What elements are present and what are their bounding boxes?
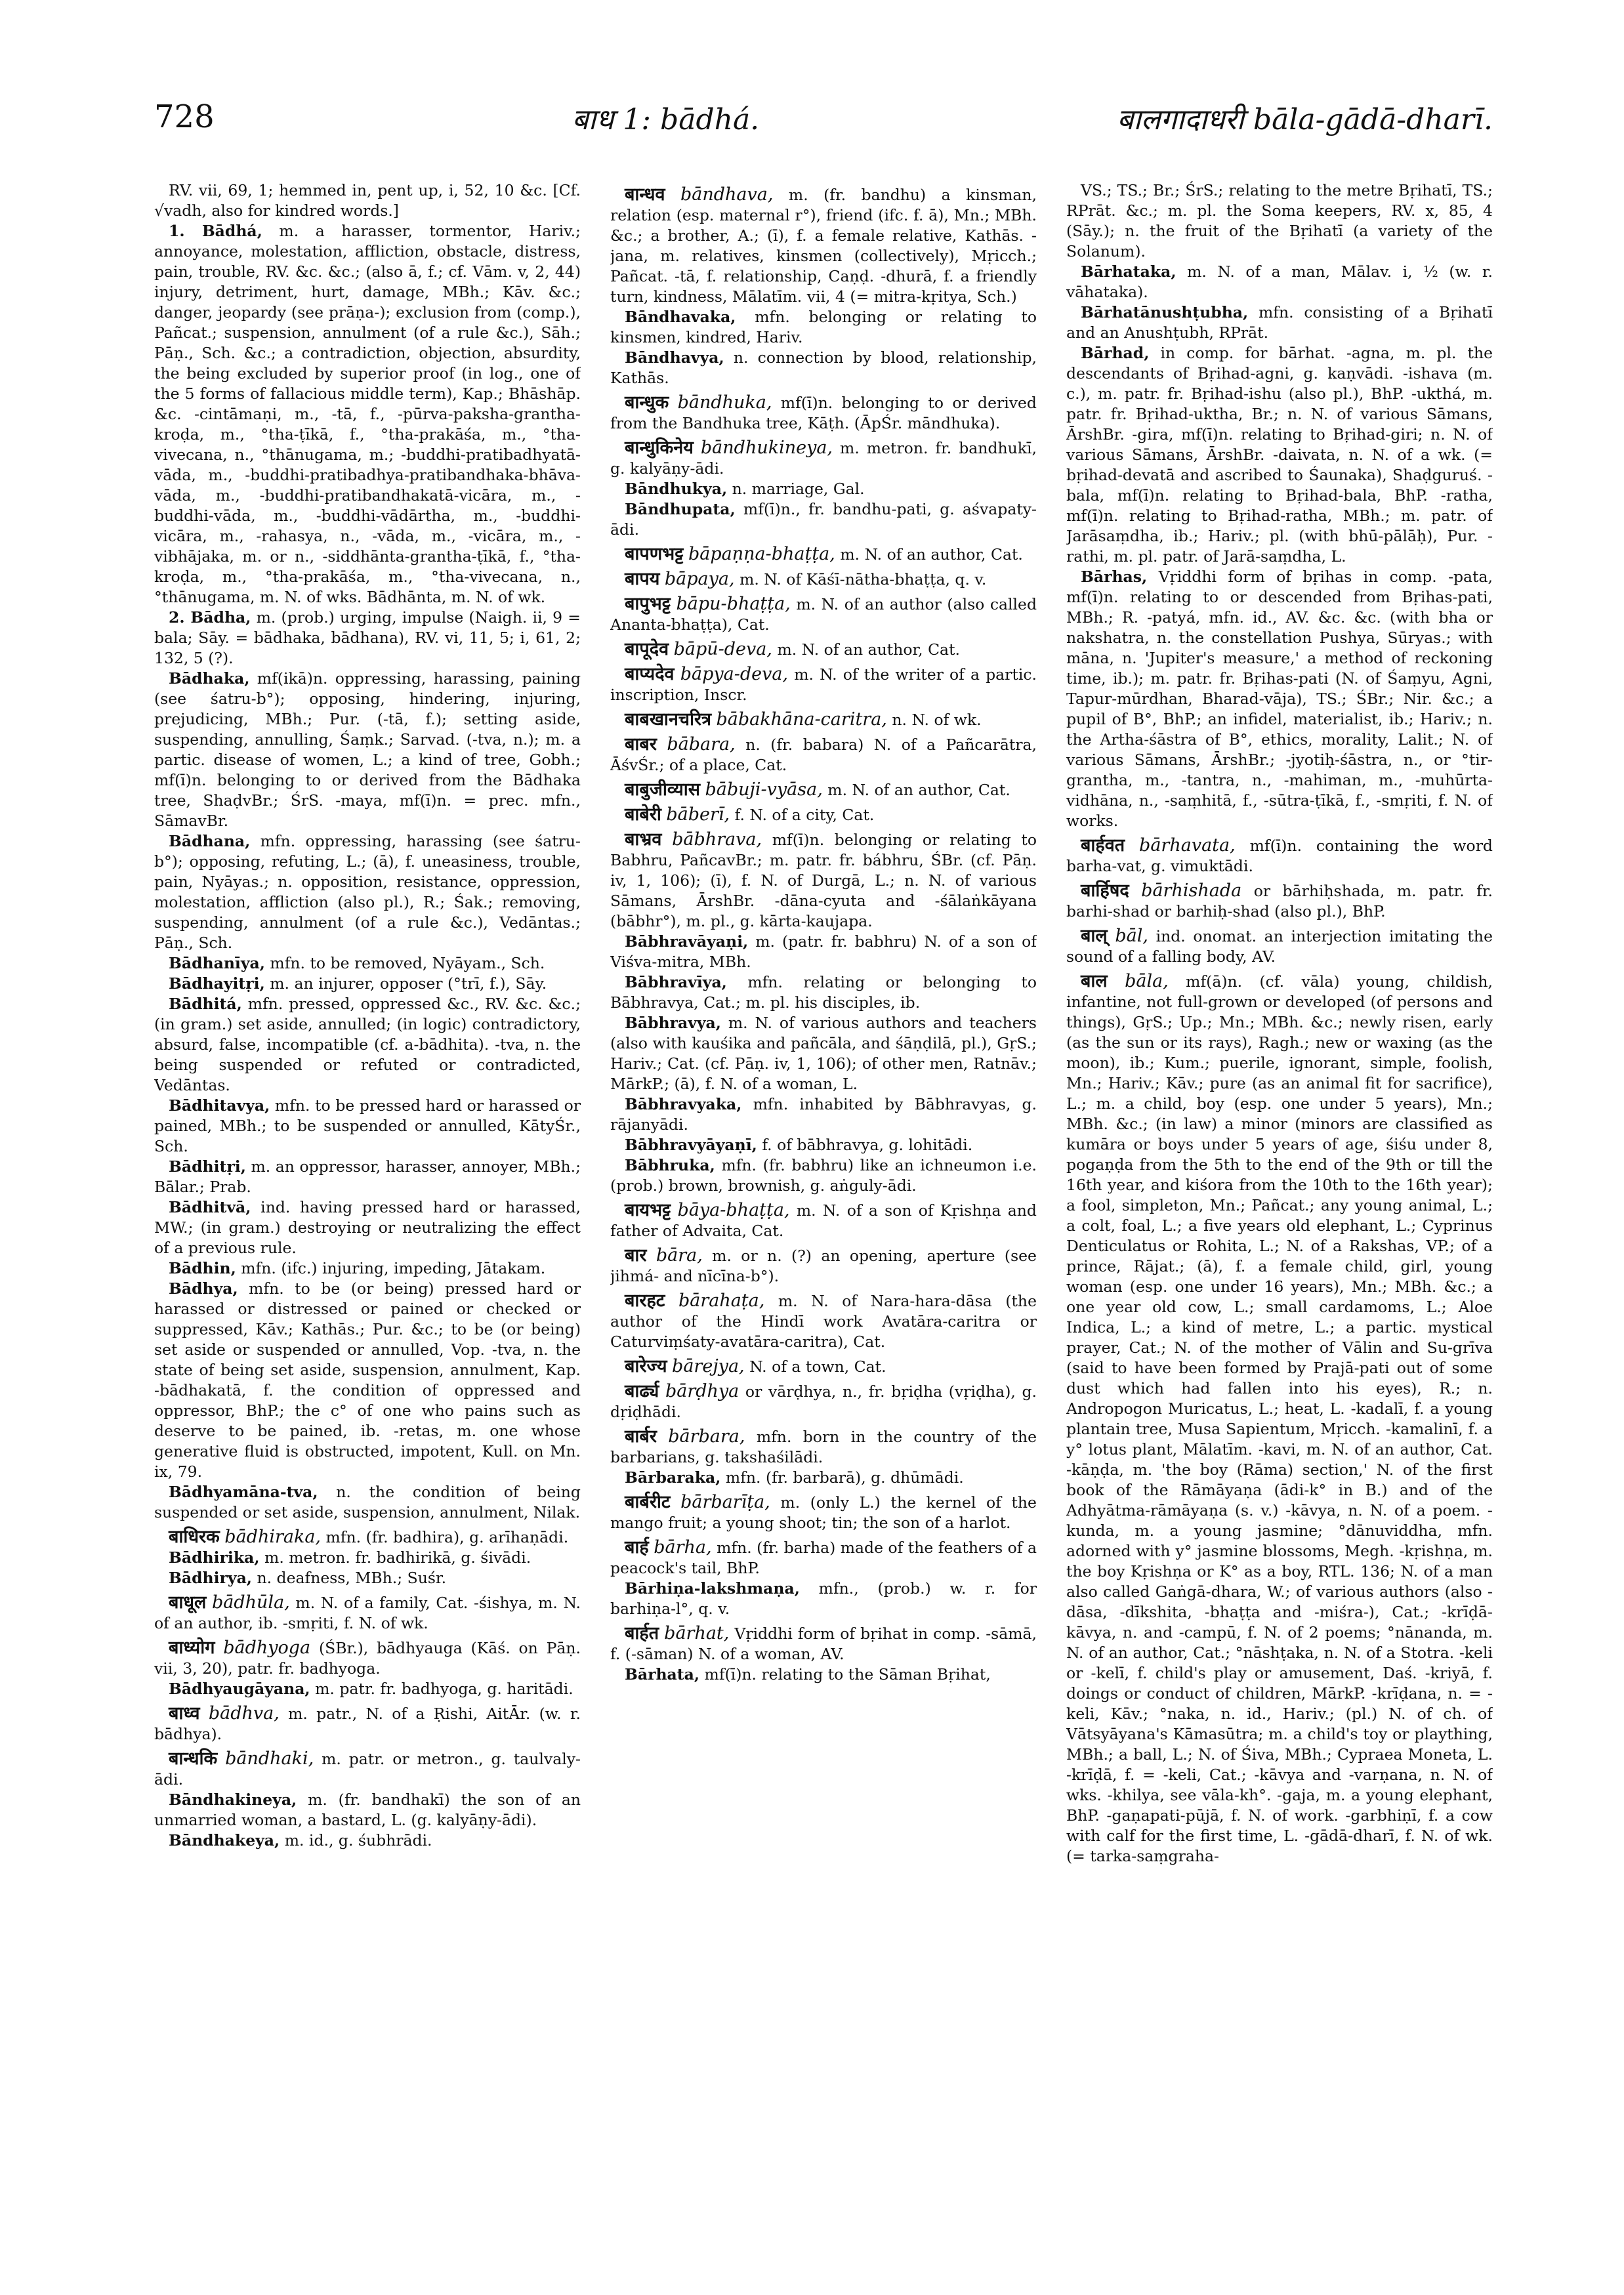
dictionary-entry — [610, 1623, 1037, 1664]
entry-definition: m. N. of an author, Cat. — [840, 545, 1023, 564]
headword-devanagari: बान्धव — [625, 184, 665, 205]
dictionary-entry — [610, 348, 1037, 388]
headword-devanagari: बारहट — [625, 1291, 665, 1311]
headword-transliteration: bāndhuka, — [677, 392, 772, 413]
headword-devanagari: बाल — [1081, 971, 1108, 991]
dictionary-entry — [1066, 926, 1493, 967]
dictionary-entry — [154, 221, 581, 608]
entry-definition: m. N. of a family, Cat. -śishya, m. N. of an author, ib. -smṛiti, f. N. of wk. — [154, 1594, 581, 1632]
headword-transliteration: bāl, — [1115, 926, 1148, 946]
headword: Bārbaraka, — [625, 1468, 721, 1487]
dictionary-entry — [154, 953, 581, 974]
entry-definition: mfn. to be (or being) pressed hard or harassed or distressed or pained or checked or suppressed, Kāv.; Kathās.; Pur. &c.; to be (or being) set aside or suspended or annulled, Vop. -tva, n. the state of being set aside, suspension, annulment, Kap. -bādhakatā, f. the condition of oppressed and oppressor, BhP.; the c° of one who pains such as deserve to be pained, ib. -retas, m. one whose generative fluid is obstructed, impotent, Kull. on Mn. ix, 79. — [154, 1279, 581, 1481]
dictionary-entry — [610, 479, 1037, 499]
headword-transliteration: bāpaya, — [664, 569, 735, 589]
entry-definition: mfn. born in the country of the barbarians, g. takshaśilādi. — [610, 1428, 1037, 1466]
headword-transliteration: bābuji-vyāsa, — [705, 779, 823, 800]
entry-definition: mf(ī)n., fr. bandhu-pati, g. aśvapaty-ādi. — [610, 500, 1037, 539]
headword-devanagari: बाभ्रव — [625, 829, 662, 850]
dictionary-entry — [154, 1258, 581, 1279]
entry-definition: n. deafness, MBh.; Suśr. — [257, 1569, 447, 1587]
entry-definition: m. (fr. bandhakī) the son of an unmarried woman, a bastard, L. (g. kalyāṇy-ādi). — [154, 1790, 581, 1829]
headword: Bābhravyāyaṇī, — [625, 1136, 757, 1154]
headword-devanagari: बार्हवत — [1081, 835, 1125, 856]
entry-definition: m. an injurer, opposer (°trī, f.), Sāy. — [270, 974, 547, 993]
entry-definition: mfn. pressed, oppressed &c., RV. &c. &c.; (in gram.) set aside, annulled; (in logic) contradictory, absurd, false, incompatible (cf. a-bādhita). -tva, n. the being suspended or refuted or contradicted, Vedāntas. — [154, 995, 581, 1094]
entry-definition: m. patr. fr. badhyoga, g. haritādi. — [315, 1680, 573, 1698]
dictionary-entry — [1066, 343, 1493, 567]
dictionary-entry — [154, 1790, 581, 1830]
dictionary-entry — [154, 1527, 581, 1548]
headword: Bābhruka, — [625, 1156, 715, 1174]
dictionary-entry — [1066, 835, 1493, 877]
entry-definition: m. patr. or metron., g. taulvaly-ādi. — [154, 1750, 581, 1788]
dictionary-entry — [610, 1468, 1037, 1488]
entry-definition: m. N. of Kāśī-nātha-bhaṭṭa, q. v. — [739, 570, 987, 589]
headword-transliteration: bādhva, — [208, 1703, 280, 1724]
entry-definition: or bārhiḥshada, m. patr. fr. barhi-shad or barhiḥ-shad (also pl.), BhP. — [1066, 882, 1493, 920]
headword-devanagari: बापूदेव — [625, 639, 669, 659]
headword-devanagari: बाबखानचरित्र — [625, 709, 711, 730]
dictionary-entry — [610, 639, 1037, 660]
dictionary-entry — [154, 1592, 581, 1634]
entry-definition: mfn. consisting of a Bṛihatī and an Anushṭubh, RPrāt. — [1066, 303, 1493, 342]
page-number: 728 — [154, 98, 215, 135]
dictionary-entry — [610, 544, 1037, 565]
dictionary-entry — [1066, 262, 1493, 302]
headword: Bāndhavya, — [625, 348, 724, 367]
entry-definition: mfn. (fr. babhru) like an ichneumon i.e. (prob.) brown, brownish, g. aṅguly-ādi. — [610, 1156, 1037, 1195]
headword: Bādhyamāna-tva, — [169, 1483, 318, 1501]
entry-definition: m. N. of the writer of a partic. inscription, Inscr. — [610, 665, 1037, 704]
dictionary-entry — [154, 180, 581, 221]
header-left-guideword: बाध 1: bādhá. — [572, 103, 760, 136]
entry-definition: mf(ī)n. belonging to or derived from the Bandhuka tree, Kāṭh. (ĀpŚr. māndhuka). — [610, 394, 1037, 432]
dictionary-entry — [610, 307, 1037, 348]
headword: Bāndhupata, — [625, 500, 736, 518]
dictionary-entry — [154, 1830, 581, 1851]
headword: Bādhin, — [169, 1259, 236, 1277]
headword-transliteration: bāndhukineya, — [700, 438, 833, 458]
entry-definition: mfn. belonging or relating to kinsmen, kindred, Hariv. — [610, 308, 1037, 346]
headword-devanagari: बाध्योग — [169, 1638, 215, 1658]
dictionary-entry — [154, 1638, 581, 1679]
dictionary-entry — [610, 1664, 1037, 1685]
entry-definition: mfn. (ifc.) injuring, impeding, Jātakam. — [241, 1259, 546, 1277]
headword-devanagari: बार्हिषद — [1081, 880, 1129, 901]
entry-definition: m. N. of a son of Kṛishṇa and father of Advaita, Cat. — [610, 1201, 1037, 1240]
headword: 2. Bādha, — [169, 608, 251, 627]
headword-devanagari: बारेज्य — [625, 1356, 667, 1376]
headword-devanagari: बान्धुक — [625, 392, 669, 413]
headword-transliteration: bābakhāna-caritra, — [716, 709, 887, 730]
dictionary-entry — [610, 1135, 1037, 1155]
entry-definition: m. id., g. śubhrādi. — [284, 1831, 432, 1850]
headword-transliteration: bāberī, — [666, 804, 730, 825]
headword: Bādhaka, — [169, 669, 250, 688]
entry-definition: mf(ā)n. (cf. vāla) young, childish, infantine, not full-grown or developed (of persons and things), GṛS.; Up.; Mn.; MBh. &c.; newly risen, early (as the sun or its rays), Ragh.; new or waxing (as the moon), ib.; Kum.; puerile, ignorant, simple, foolish, Mn.; Hariv.; Kāv.; pure (as an animal fit for sacrifice), L.; m. a child, boy (esp. one under 5 years), Mn.; MBh. &c.; (in law) a minor (minors are classified as kumāra or boys under 5 years of age, śiśu under 8, pogaṇḍa from the 5th to the end of the 9th or till the 16th year, and kiśora from the 10th to the 16th year); a fool, simpleton, Mn.; Pañcat.; any young animal, L.; a colt, foal, L.; a five years old elephant, L.; Cyprinus Denticulatus or Rohita, L.; N. of a Rakshas, VP.; of a prince, Rājat.; (ā), f. a female child, girl, young woman (esp. one under 16 years), Mn.; MBh. &c.; a one year old cow, L.; small cardamoms, L.; Aloe Indica, L.; a kind of metre, L.; a partic. mystical prayer, Cat.; N. of the mother of Vālin and Su-grīva (said to have been formed by Prajā-pati out of some dust which had fallen into his eyes), R.; n. Andropogon Muricatus, L.; heat, L. -kadalī, f. a young plantain tree, Musa Sapientum, Mṛicch. -kamalinī, f. a y° lotus plant, Mālatīm. -kavi, m. N. of an author, Cat. -kāṇḍa, m. 'the boy (Rāma) section,' N. of the first book of the Rāmāyaṇa (ādi-k° in B.) and of the Adhyātma-rāmāyaṇa (s. v.) -kāvya, n. N. of a poem. -kunda, m. a young jasmine; °dānuviddha, mfn. adorned with y° jasmine blossoms, Megh. -kṛishṇa, m. the boy Kṛishṇa or K° as a boy, RTL. 136; N. of a man also called Gaṅgā-dhara, W.; of various authors (also -dāsa, -dīkshita, -bhaṭṭa and -miśra-), Cat.; -krīḍā-kāvya, n. and -campū, f. N. of 2 poems; °nānanda, m. N. of an author, Cat.; °nāshṭaka, n. N. of a Stotra. -keli or -kelī, f. child's play or amusement, Daś. -kriyā, f. doings or conduct of children, MārkP. -krīḍana, n. = -keli, Kāv.; °naka, n. id., Hariv.; (pl.) N. of ch. of Vātsyāyana's Kāmasūtra; m. a child's toy or plaything, MBh.; a ball, L.; N. of Śiva, MBh.; Cypraea Moneta, L. -krīḍā, f. = -keli, Cat.; -kāvya and -varṇana, n. N. of wks. -khilya, see vāla-kh°. -gaja, m. a young elephant, BhP. -gaṇapati-pūjā, f. N. of work. -garbhiṇī, f. a cow with calf for the first time, L. -gādā-dharī, f. N. of wk. (= tarka-saṃgraha- — [1066, 972, 1493, 1865]
headword-devanagari: बार्ढ्य — [625, 1381, 659, 1401]
dictionary-entry — [610, 804, 1037, 825]
headword: Bādhitá, — [169, 995, 242, 1013]
dictionary-entry — [610, 1492, 1037, 1533]
headword-transliteration: bārahaṭa, — [678, 1291, 765, 1311]
dictionary-entry — [610, 709, 1037, 730]
dictionary-entry — [610, 594, 1037, 635]
dictionary-entry — [610, 499, 1037, 540]
dictionary-entry — [610, 932, 1037, 972]
dictionary-entry — [610, 1245, 1037, 1287]
dictionary-entry — [610, 829, 1037, 932]
headword-devanagari: बार्ह — [625, 1537, 649, 1558]
headword-transliteration: bādhyoga — [223, 1638, 311, 1658]
entry-definition: VS.; TS.; Br.; ŚrS.; relating to the metre Bṛihatī, TS.; RPrāt. &c.; m. pl. the Soma keepers, RV. x, 85, 4 (Sāy.); n. the fruit of the Bṛihatī (a variety of the Solanum). — [1066, 181, 1493, 260]
dictionary-entry — [1066, 180, 1493, 262]
headword-transliteration: bābhrava, — [672, 829, 762, 850]
entry-definition: mfn. inhabited by Bābhravyas, g. rājanyādi. — [610, 1095, 1037, 1134]
entry-definition: mfn. to be removed, Nyāyam., Sch. — [270, 954, 545, 972]
dictionary-entry — [610, 664, 1037, 705]
entry-definition: mfn. oppressing, harassing (see śatru-b°); opposing, refuting, L.; (ā), f. uneasiness, trouble, pain, Nyāyas.; n. opposition, resistance, oppression, molestation, affliction (also pl.), R.; Śak.; removing, suspending, annulment (of a rule &c.), Vedāntas.; Pāṇ., Sch. — [154, 832, 581, 952]
entry-definition: mf(ikā)n. oppressing, harassing, paining (see śatru-b°); opposing, hindering, injuring, prejudicing, MBh.; Pur. (-tā, f.); setting aside, suspending, annulling, Śaṃk.; Sarvad. (-tva, n.); m. a partic. disease of women, L.; a kind of tree, Gobh.; mf(ī)n. belonging to or derived from the Bādhaka tree, ShaḍvBr.; ŚrS. -maya, mf(ī)n. = prec. mfn., SāmavBr. — [154, 669, 581, 830]
dictionary-entry — [154, 1157, 581, 1197]
page-header — [154, 98, 1493, 164]
headword: Bārhataka, — [1081, 262, 1176, 281]
entry-definition: n. connection by blood, relationship, Kathās. — [610, 348, 1037, 387]
headword-transliteration: bārbara, — [668, 1426, 745, 1447]
entry-definition: f. N. of a city, Cat. — [734, 806, 875, 824]
dictionary-entry — [610, 1013, 1037, 1094]
headword-devanagari: बाधूल — [169, 1592, 207, 1613]
headword: Bāndhukya, — [625, 480, 728, 498]
headword-transliteration: bārhishada — [1141, 880, 1242, 901]
headword-devanagari: बापुभट्ट — [625, 594, 671, 614]
dictionary-entry — [154, 831, 581, 953]
headword-transliteration: bāya-bhaṭṭa, — [677, 1200, 790, 1220]
dictionary-entry — [610, 184, 1037, 307]
dictionary-entry — [1066, 302, 1493, 343]
headword-transliteration: bārejya, — [672, 1356, 745, 1376]
dictionary-entry — [154, 1703, 581, 1745]
dictionary-entry — [610, 779, 1037, 800]
entry-definition: m. a harasser, tormentor, Hariv.; annoyance, molestation, affliction, obstacle, distress, pain, trouble, RV. &c. &c.; (also ā, f.; cf. Vām. v, 2, 44) injury, detriment, hurt, damage, MBh.; Kāv. &c.; danger, jeopardy (see prāṇa-); exclusion from (comp.), Pañcat.; suspension, annulment (of a rule &c.), Sāh.; Pāṇ., Sch. &c.; a contradiction, objection, absurdity, the being excluded by superior proof (in log., one of the 5 forms of fallacious middle term), Kap.; Bhāshāp. &c. -cintāmaṇi, m., -tā, f., -pūrva-paksha-grantha-kroḍa, m., °tha-ṭīkā, f., °tha-prakāśa, m., °tha-vivecana, n., °thānugama, m.; -buddhi-pratibadhyatā-vāda, m., -buddhi-pratibadhya-pratibandhaka-bhāva-vāda, m., -buddhi-pratibandhakatā-vicāra, m., -buddhi-vāda, m., -buddhi-vādārtha, m., -buddhi-vicāra, m., -rahasya, n., -vāda, m., -vicāra, m., -vibhājaka, m. or n., -siddhānta-grantha-ṭīkā, f., °tha-kroḍa, m., °tha-prakāśa, m., °tha-vivecana, n., °thānugama, m. N. of wks. Bādhānta, m. N. of wk. — [154, 222, 581, 606]
headword-devanagari: बाबर — [625, 734, 657, 755]
headword: Bādhyaugāyana, — [169, 1680, 310, 1698]
entry-definition: m. N. of an author (also called Ananta-bhaṭṭa), Cat. — [610, 595, 1037, 634]
dictionary-entry — [610, 734, 1037, 775]
dictionary-entry — [154, 1279, 581, 1482]
headword: Bārhatānushṭubha, — [1081, 303, 1249, 321]
headword-transliteration: bāra, — [656, 1245, 703, 1266]
dictionary-entry — [154, 608, 581, 669]
headword-devanagari: बार्हत — [625, 1623, 659, 1644]
headword-devanagari: बार्बरीट — [625, 1492, 671, 1512]
text-columns — [154, 180, 1493, 2221]
headword-transliteration: bādhiraka, — [224, 1527, 322, 1547]
entry-definition: (ŚBr.), bādhyauga (Kāś. on Pāṇ. vii, 3, 20), patr. fr. badhyoga. — [154, 1639, 581, 1678]
headword: Bāndhakeya, — [169, 1831, 280, 1850]
header-right-guideword: बालगादाधरी bāla-gādā-dharī. — [1117, 103, 1493, 136]
headword-devanagari: बाल् — [1081, 926, 1108, 946]
headword: Bārhiṇa-lakshmaṇa, — [625, 1579, 800, 1598]
entry-definition: mf(ī)n. containing the word barha-vat, g. vimuktādi. — [1066, 837, 1493, 875]
headword: Bāndhavaka, — [625, 308, 736, 326]
headword: Bādhya, — [169, 1279, 238, 1298]
dictionary-entry — [610, 1579, 1037, 1619]
headword: Bābhravāyaṇi, — [625, 932, 749, 951]
headword-transliteration: bāpu-bhaṭṭa, — [676, 594, 791, 614]
headword: Bārhad, — [1081, 344, 1150, 362]
dictionary-entry — [154, 1197, 581, 1258]
headword: Bāndhakineya, — [169, 1790, 297, 1809]
entry-definition: m. patr., N. of a Ṛishi, AitĀr. (w. r. bādhya). — [154, 1705, 581, 1743]
entry-definition: m. N. of an author, Cat. — [777, 640, 960, 659]
entry-definition: m. or n. (?) an opening, aperture (see jihmá- and nīcīna-b°). — [610, 1247, 1037, 1285]
headword: Bābhravyaka, — [625, 1095, 742, 1113]
entry-definition: m. N. of a man, Mālav. i, ½ (w. r. vāhataka). — [1066, 262, 1493, 301]
entry-definition: mf(ī)n. belonging or relating to Babhru, PañcavBr.; m. patr. fr. bábhru, ŚBr. (cf. Pāṇ. iv, 1, 106); (ī), f. N. of Durgā, L.; n. N. of various Sāmans, ĀrshBr. -dāna-cyuta and -śālaṅkāyana (bābhr°), m. pl., g. kārta-kaujapa. — [610, 831, 1037, 930]
entry-definition: Vṛiddhi form of bṛihas in comp. -pata, mf(ī)n. relating to or descended from Bṛihas-pati, MBh.; R. -patyá, mfn. id., AV. &c. &c. (with bha or nakshatra, n. the constellation Pushya, Sūryas.; with māna, n. 'Jupiter's measure,' a method of reckoning time, ib.); m. patr. fr. Bṛihas-pati (N. of Śaṃyu, Agni, Tapur-mūrdhan, Bharad-vāja), TS.; ŚBr.; Nir. &c.; a pupil of B°, BhP.; an infidel, materialist, ib.; Hariv.; n. the Artha-śāstra of B°, ethics, morality, Lalit.; N. of various Sāmans, ĀrshBr.; -jyotiḥ-śāstra, n., or °tir-grantha, m., -tantra, n., -mahiman, m., -muhūrta-vidhāna, n., -saṃhitā, f., -sūtra-ṭīkā, f., -smṛiti, f. N. of works. — [1066, 568, 1493, 830]
column-2 — [610, 180, 1037, 2221]
entry-definition: N. of a town, Cat. — [749, 1357, 886, 1376]
headword: Bābhravya, — [625, 1014, 721, 1032]
dictionary-entry — [610, 1426, 1037, 1468]
headword-devanagari: बार्बर — [625, 1426, 657, 1447]
entry-definition: mfn. (fr. badhira), g. arīhaṇādi. — [325, 1528, 569, 1546]
headword-transliteration: bārha, — [654, 1537, 712, 1558]
headword-transliteration: bāpaṇṇa-bhaṭṭa, — [688, 544, 835, 564]
dictionary-entry — [154, 974, 581, 994]
headword-devanagari: बान्धकि — [169, 1748, 218, 1769]
dictionary-page — [154, 98, 1493, 2231]
headword: Bādhirya, — [169, 1569, 252, 1587]
column-1 — [154, 180, 581, 2221]
headword: Bādhanīya, — [169, 954, 265, 972]
dictionary-entry — [154, 1568, 581, 1588]
entry-definition: n. marriage, Gal. — [732, 480, 865, 498]
entry-definition: or vārḍhya, n., fr. bṛiḍha (vṛiḍha), g. dṛiḍhādi. — [610, 1382, 1037, 1421]
headword-devanagari: बार — [625, 1245, 647, 1266]
dictionary-entry — [610, 438, 1037, 479]
entry-definition: mfn. to be pressed hard or harassed or pained, MBh.; to be suspended or annulled, KātyŚr., Sch. — [154, 1096, 581, 1155]
headword: Bādhitvā, — [169, 1198, 251, 1216]
dictionary-entry — [610, 1291, 1037, 1352]
dictionary-entry — [610, 1381, 1037, 1422]
headword: Bādhitavya, — [169, 1096, 270, 1115]
entry-definition: m. N. of various authors and teachers (also with kauśika and pañcāla, and śāṇḍilā, pl.), GṛS.; Hariv.; Cat. (cf. Pāṇ. iv, 1, 106); of other men, Ratnāv.; MārkP.; (ā), f. N. of a woman, L. — [610, 1014, 1037, 1093]
headword-transliteration: bāla, — [1125, 971, 1169, 991]
headword: Bārhas, — [1081, 568, 1148, 586]
headword: Bādhitṛi, — [169, 1157, 246, 1176]
entry-definition: n. N. of wk. — [892, 711, 982, 729]
entry-definition: m. (only L.) the kernel of the mango fruit; a young shoot; tin; the son of a harlot. — [610, 1493, 1037, 1532]
dictionary-entry — [610, 1200, 1037, 1241]
entry-definition: ind. onomat. an interjection imitating the sound of a falling body, AV. — [1066, 927, 1493, 966]
entry-definition: mfn., (prob.) w. r. for barhiṇa-l°, q. v. — [610, 1579, 1037, 1618]
entry-definition: m. (patr. fr. babhru) N. of a son of Viśva-mitra, MBh. — [610, 932, 1037, 971]
entry-definition: m. metron. fr. badhirikā, g. śivādi. — [264, 1548, 531, 1567]
headword-devanagari: बाबुजीव्यास — [625, 779, 700, 800]
headword-transliteration: bārḍhya — [665, 1381, 739, 1401]
headword-devanagari: बान्धुकिनेय — [625, 438, 694, 458]
dictionary-entry — [154, 1096, 581, 1157]
entry-definition: RV. vii, 69, 1; hemmed in, pent up, i, 52, 10 &c. [Cf. √vadh, also for kindred words.] — [154, 181, 581, 220]
headword: Bārhata, — [625, 1665, 700, 1684]
dictionary-entry — [610, 392, 1037, 434]
headword-devanagari: बाबेरी — [625, 804, 661, 825]
entry-definition: m. N. of Nara-hara-dāsa (the author of the Hindī work Avatāra-caritra or Caturviṃśaty-avatāra-caritra), Cat. — [610, 1292, 1037, 1351]
headword-devanagari: बापय — [625, 569, 660, 589]
entry-definition: mf(ī)n. relating to the Sāman Bṛihat, — [704, 1665, 991, 1684]
column-3 — [1066, 180, 1493, 2221]
entry-definition: ind. having pressed hard or harassed, MW.; (in gram.) destroying or neutralizing the effect of a previous rule. — [154, 1198, 581, 1257]
dictionary-entry — [610, 569, 1037, 590]
headword-transliteration: bārbarīṭa, — [680, 1492, 770, 1512]
headword: Bādhayitṛi, — [169, 974, 265, 993]
headword-transliteration: bādhūla, — [211, 1592, 290, 1613]
dictionary-entry — [154, 669, 581, 831]
dictionary-entry — [610, 1155, 1037, 1196]
headword-transliteration: bābara, — [667, 734, 736, 755]
headword: Bābhravīya, — [625, 973, 727, 991]
entry-definition: Vṛiddhi form of bṛihat in comp. -sāmā, f. (-sāman) N. of a woman, AV. — [610, 1624, 1037, 1663]
entry-definition: in comp. for bārhat. -agna, m. pl. the descendants of Bṛihad-agni, g. kaṇvādi. -ishava (m. c.), m. patr. fr. Bṛihad-ishu (also pl.), BhP. -ukthá, m. patr. fr. Bṛihad-uktha, Br.; n. N. of various Sāmans, ĀrshBr. -gira, mf(ī)n. relating to Bṛihad-giri; n. N. of various Sāmans, ĀrshBr. -daivata, n. N. of a wk. (= bṛihad-devatā and ascribed to Śaunaka), Shaḍguruś. -bala, mf(ī)n. relating to Bṛihad-bala, BhP. -ratha, mf(ī)n. relating to Bṛihad-ratha, MBh.; m. patr. of Jarāsaṃdha, ib.; Hariv.; pl. (with bhū-pālāḥ), Pur. -rathi, m. pl. patr. of Jarā-saṃdha, L. — [1066, 344, 1493, 566]
dictionary-entry — [1066, 567, 1493, 831]
entry-definition: m. metron. fr. bandhukī, g. kalyāṇy-ādi. — [610, 439, 1037, 478]
headword-devanagari: बायभट्ट — [625, 1200, 671, 1220]
dictionary-entry — [1066, 880, 1493, 922]
dictionary-entry — [154, 1482, 581, 1523]
headword-transliteration: bārhat, — [664, 1623, 730, 1644]
entry-definition: mfn. relating or belonging to Bābhravya, Cat.; m. pl. his disciples, ib. — [610, 973, 1037, 1012]
headword-transliteration: bāpya-deva, — [680, 664, 789, 684]
entry-definition: n. (fr. babara) N. of a Pañcarātra, ĀśvŚr.; of a place, Cat. — [610, 735, 1037, 774]
entry-definition: mfn. (fr. barbarā), g. dhūmādi. — [725, 1468, 964, 1487]
headword: 1. Bādhá, — [169, 222, 262, 240]
headword-transliteration: bārhavata, — [1139, 835, 1236, 856]
dictionary-entry — [1066, 971, 1493, 1867]
dictionary-entry — [154, 1679, 581, 1699]
dictionary-entry — [610, 1094, 1037, 1135]
dictionary-entry — [154, 994, 581, 1096]
headword-transliteration: bāndhaki, — [225, 1748, 314, 1769]
dictionary-entry — [154, 1548, 581, 1568]
headword-devanagari: बाधिरक — [169, 1527, 220, 1547]
entry-definition: n. the condition of being suspended or set aside, suspension, annulment, Nilak. — [154, 1483, 581, 1521]
entry-definition: m. (fr. bandhu) a kinsman, relation (esp. maternal r°), friend (ifc. f. ā), Mn.; MBh. &c.; a brother, A.; (ī), f. a female relative, Kathās. -jana, m. relatives, kinsmen (collectively), Mṛicch.; Pañcat. -tā, f. relationship, Caṇḍ. -dhurā, f. a friendly turn, kindness, Mālatīm. vii, 4 (= mitra-kṛitya, Sch.) — [610, 186, 1037, 306]
headword-devanagari: बापणभट्ट — [625, 544, 684, 564]
entry-definition: m. an oppressor, harasser, annoyer, MBh.; Bālar.; Prab. — [154, 1157, 581, 1196]
dictionary-entry — [610, 972, 1037, 1013]
headword-transliteration: bāpū-deva, — [673, 639, 772, 659]
entry-definition: m. N. of an author, Cat. — [827, 781, 1010, 799]
headword: Bādhirika, — [169, 1548, 260, 1567]
entry-definition: m. (prob.) urging, impulse (Naigh. ii, 9 = bala; Sāy. = bādhaka, bādhana), RV. vi, 11, 5; i, 61, 2; 132, 5 (?). — [154, 608, 581, 667]
dictionary-entry — [154, 1748, 581, 1790]
headword-devanagari: बाध्व — [169, 1703, 200, 1724]
headword-devanagari: बाप्यदेव — [625, 664, 675, 684]
entry-definition: mfn. (fr. barha) made of the feathers of a peacock's tail, BhP. — [610, 1539, 1037, 1577]
dictionary-entry — [610, 1537, 1037, 1579]
entry-definition: f. of bābhravya, g. lohitādi. — [762, 1136, 973, 1154]
headword: Bādhana, — [169, 832, 251, 850]
headword-transliteration: bāndhava, — [680, 184, 774, 205]
dictionary-entry — [610, 1356, 1037, 1377]
